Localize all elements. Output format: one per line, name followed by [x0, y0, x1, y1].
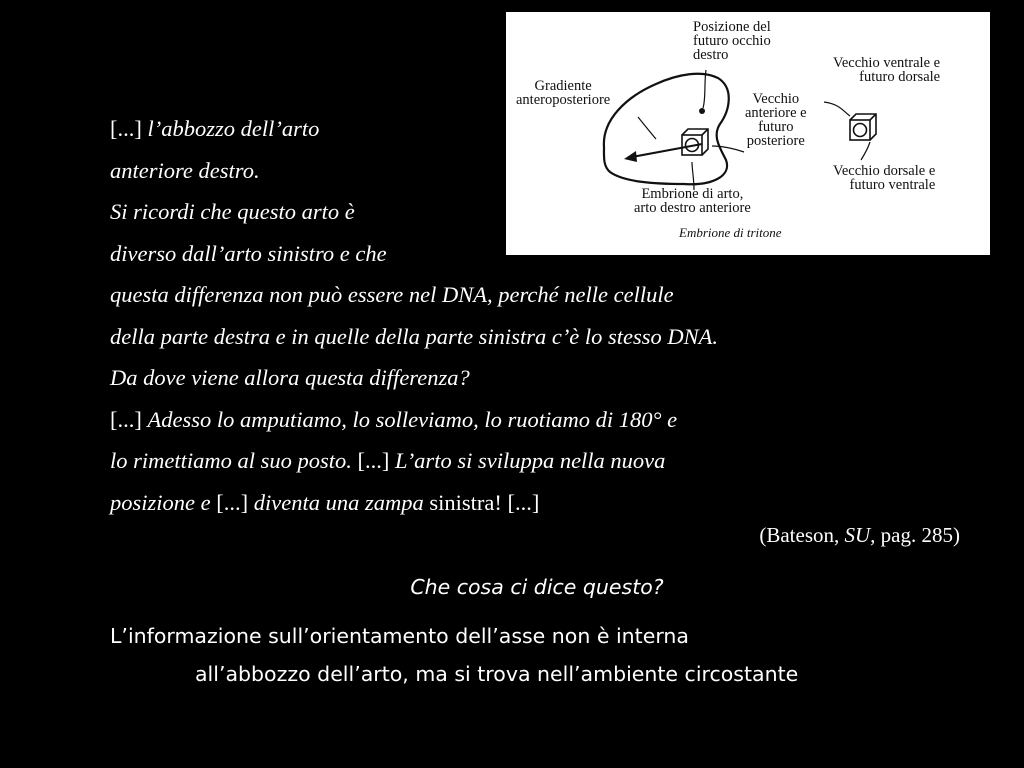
label-eye-position: Posizione del futuro occhio destro — [693, 19, 771, 63]
quote-line-9: lo rimettiamo al suo posto. [...] L’arto si sviluppa nella nuova — [110, 448, 666, 473]
quote-line-10: posizione e [...] diventa una zampa sinistra! [...] — [110, 489, 540, 515]
quote-line-3: Si ricordi che questo arto è — [110, 199, 355, 224]
quote-line-4: diverso dall’arto sinistro e che — [110, 240, 387, 266]
citation: (Bateson, SU, pag. 285) — [759, 523, 960, 547]
label-old-ventral: Vecchio ventrale e futuro dorsale — [833, 55, 941, 85]
label-old-anterior: Vecchio anteriore e futuro posteriore — [745, 91, 807, 149]
label-old-dorsal: Vecchio dorsale e futuro ventrale — [833, 163, 936, 193]
quote-line-8: [...] Adesso lo amputiamo, lo solleviamo, lo ruotiamo di 180° e — [110, 406, 678, 432]
quote-line-5: questa differenza non può essere nel DNA, perché nelle cellule — [110, 282, 674, 307]
quote-line-7: Da dove viene allora questa differenza? — [110, 365, 470, 390]
quote-line-6: della parte destra e in quelle della parte sinistra c’è lo stesso DNA. — [110, 323, 719, 349]
bateson-quote — [110, 108, 718, 523]
label-ap-gradient: Gradiente anteroposteriore — [516, 78, 611, 108]
answer-line-1: L’informazione sull’orientamento dell’asse non è interna — [110, 624, 689, 648]
quote-line-1: [...] l’abbozzo dell’arto — [110, 116, 320, 141]
answer-line-2: all’abbozzo dell’arto, ma si trova nell’ambiente circostante — [195, 662, 799, 686]
figure-caption: Embrione di tritone — [679, 225, 782, 240]
quote-line-2: anteriore destro. — [110, 157, 260, 183]
rotated-limb-cube — [850, 114, 876, 140]
question-text: Che cosa ci dice questo? — [410, 575, 664, 599]
label-limb-embryo: Embrione di arto, arto destro anteriore — [634, 186, 751, 216]
